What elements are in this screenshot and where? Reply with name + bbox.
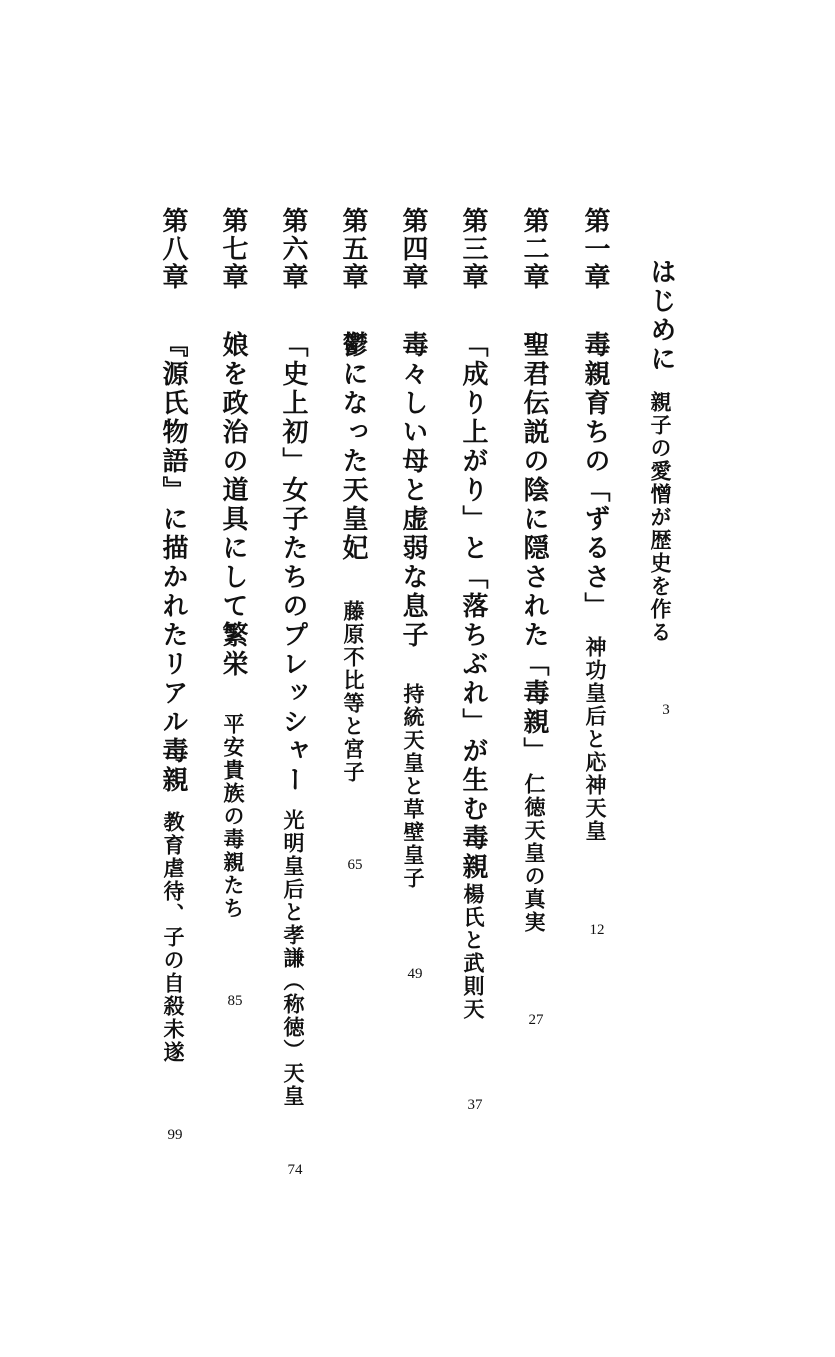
intro-subtitle: 親子の愛憎が歴史を作る bbox=[648, 391, 673, 644]
chapter-5-subtitle: 藤原不比等と宮子 bbox=[341, 600, 366, 784]
chapter-8-page-number: 99 bbox=[167, 1127, 183, 1143]
chapter-5-page-number: 65 bbox=[347, 857, 363, 873]
chapter-6-label: 第六章 bbox=[278, 207, 308, 291]
chapter-7-label: 第七章 bbox=[218, 207, 248, 291]
chapter-1-title: 毒親育ちの「ずるさ」 bbox=[580, 331, 610, 621]
chapter-2-page-number: 27 bbox=[528, 1012, 544, 1028]
chapter-7-subtitle: 平安貴族の毒親たち bbox=[221, 713, 246, 920]
intro-title: はじめに bbox=[646, 258, 676, 374]
chapter-8-label: 第八章 bbox=[158, 207, 188, 291]
chapter-5-label: 第五章 bbox=[338, 207, 368, 291]
chapter-4-title: 毒々しい母と虚弱な息子 bbox=[398, 331, 428, 650]
chapter-1-subtitle: 神功皇后と応神天皇 bbox=[583, 636, 608, 843]
intro-page-number: 3 bbox=[662, 702, 670, 718]
chapter-6-title: 「史上初」女子たちのプレッシャー bbox=[278, 331, 308, 795]
chapter-2-subtitle: 仁徳天皇の真実 bbox=[522, 773, 547, 934]
chapter-5-title: 鬱になった天皇妃 bbox=[338, 331, 368, 563]
chapter-7-title: 娘を政治の道具にして繁栄 bbox=[218, 331, 248, 679]
chapter-4-page-number: 49 bbox=[407, 966, 423, 982]
chapter-7-page-number: 85 bbox=[227, 993, 243, 1009]
chapter-3-page-number: 37 bbox=[467, 1097, 483, 1113]
chapter-2-label: 第二章 bbox=[519, 207, 549, 291]
chapter-1-label: 第一章 bbox=[580, 207, 610, 291]
chapter-6-page-number: 74 bbox=[287, 1162, 303, 1178]
chapter-3-label: 第三章 bbox=[458, 207, 488, 291]
chapter-4-subtitle: 持統天皇と草壁皇子 bbox=[401, 683, 426, 890]
chapter-3-subtitle: 楊氏と武則天 bbox=[461, 883, 486, 1021]
chapter-8-subtitle: 教育虐待、子の自殺未遂 bbox=[161, 811, 186, 1064]
chapter-3-title: 「成り上がり」と「落ちぶれ」が生む毒親 bbox=[458, 331, 488, 882]
chapter-4-label: 第四章 bbox=[398, 207, 428, 291]
chapter-8-title: 『源氏物語』に描かれたリアル毒親 bbox=[158, 331, 188, 795]
chapter-1-page-number: 12 bbox=[589, 922, 605, 938]
chapter-2-title: 聖君伝説の陰に隠された「毒親」 bbox=[519, 331, 549, 766]
chapter-6-subtitle: 光明皇后と孝謙（称徳）天皇 bbox=[281, 809, 306, 1108]
